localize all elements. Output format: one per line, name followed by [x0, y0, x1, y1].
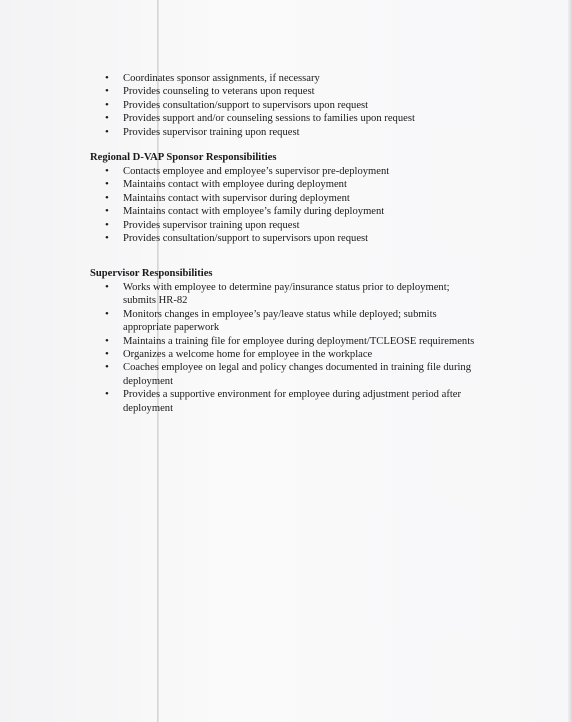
list-item: • Maintains contact with employee’s family during deployment	[0, 205, 572, 218]
list-item: • Coaches employee on legal and policy changes documented in training file during deployment	[0, 361, 572, 388]
list-item: • Provides counseling to veterans upon request	[0, 85, 572, 98]
supervisor-responsibilities-list	[0, 281, 572, 415]
list-item: • Coordinates sponsor assignments, if necessary	[0, 72, 572, 85]
list-item: • Provides consultation/support to supervisors upon request	[0, 232, 572, 245]
list-item: • Maintains contact with employee during deployment	[0, 178, 572, 191]
section-heading-sponsor: Regional D-VAP Sponsor Responsibilities	[90, 152, 277, 163]
list-item: • Provides support and/or counseling sessions to families upon request	[0, 112, 572, 125]
list-item: • Provides supervisor training upon request	[0, 219, 572, 232]
list-item: • Maintains contact with supervisor during deployment	[0, 192, 572, 205]
list-item: • Provides a supportive environment for employee during adjustment period after deployment	[0, 388, 572, 415]
sponsor-responsibilities-list	[0, 165, 572, 245]
list-item: • Organizes a welcome home for employee in the workplace	[0, 348, 572, 361]
list-item: • Monitors changes in employee’s pay/leave status while deployed; submits appropriate paperwork	[0, 308, 572, 335]
list-item: • Contacts employee and employee’s supervisor pre-deployment	[0, 165, 572, 178]
list-item: • Provides supervisor training upon request	[0, 126, 572, 139]
section-heading-supervisor: Supervisor Responsibilities	[90, 268, 213, 279]
list-item: • Maintains a training file for employee during deployment/TCLEOSE requirements	[0, 335, 572, 348]
coordinator-responsibilities-list	[0, 72, 572, 139]
list-item: • Works with employee to determine pay/insurance status prior to deployment; submits HR-82	[0, 281, 572, 308]
list-item: • Provides consultation/support to supervisors upon request	[0, 99, 572, 112]
